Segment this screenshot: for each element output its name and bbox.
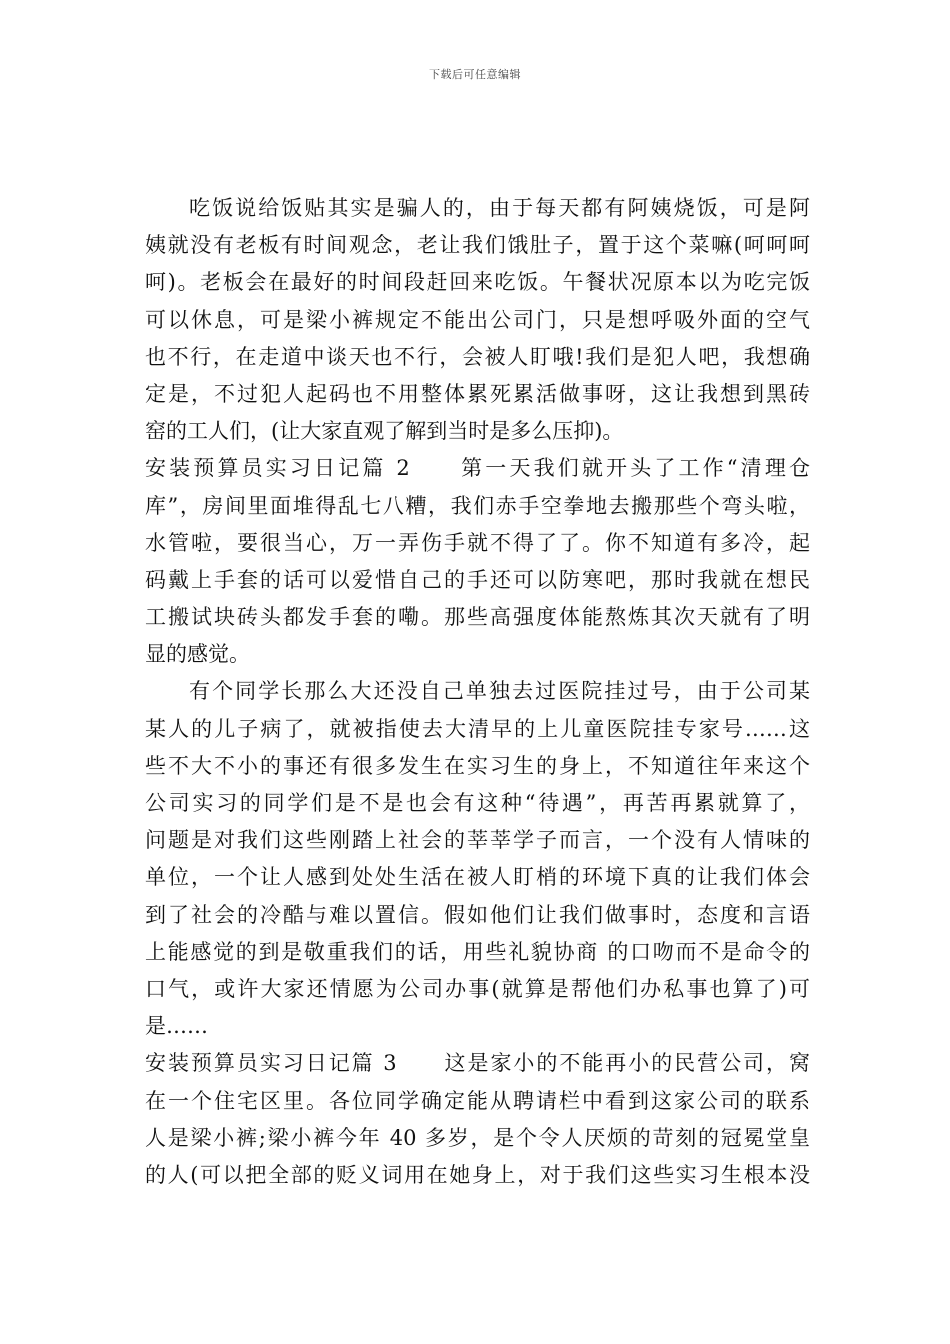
text-line-2: 姨就没有老板有时间观念，老让我们饿肚子，置于这个菜嘛(呵呵呵: [145, 233, 810, 258]
text-line-21: 上能感觉的到是敬重我们的话，用些礼貌协商 的口吻而不是命令的: [145, 939, 810, 964]
text-line-19: 单位，一个让人感到处处生活在被人盯梢的环境下真的让我们体会: [145, 865, 810, 890]
text-line-18: 问题是对我们这些刚踏上社会的莘莘学子而言，一个没有人情味的: [145, 828, 810, 853]
page-header: 下载后可任意编辑: [429, 68, 521, 81]
text-line-14: 有个同学长那么大还没自己单独去过医院挂过号，由于公司某: [189, 679, 810, 704]
text-line-10: 水管啦，要很当心，万一弄伤手就不得了了。你不知道有多冷，起: [145, 530, 810, 555]
text-line-15: 某人的儿子病了，就被指使去大清早的上儿童医院挂专家号……这: [145, 716, 810, 741]
text-line-16: 些不大不小的事还有很多发生在实习生的身上，不知道往年来这个: [145, 753, 810, 778]
text-line-4: 可以休息，可是梁小裤规定不能出公司门，只是想呼吸外面的空气: [145, 307, 810, 332]
text-line-25: 在一个住宅区里。各位同学确定能从聘请栏中看到这家公司的联系: [145, 1088, 810, 1113]
document-body: [145, 190, 810, 1194]
text-line-12: 工搬试块砖头都发手套的嘞。那些高强度体能熬炼其次天就有了明: [145, 605, 810, 630]
text-line-1: 吃饭说给饭贴其实是骗人的，由于每天都有阿姨烧饭，可是阿: [189, 196, 810, 220]
text-line-7: 窑的工人们，(让大家直观了解到当时是多么压抑)。: [145, 419, 624, 444]
text-line-3: 呵)。老板会在最好的时间段赶回来吃饭。午餐状况原本以为吃完饭: [145, 270, 810, 295]
section-heading-line-3: 安装预算员实习日记篇 3 这是家小的不能再小的民营公司，窝: [145, 1051, 810, 1076]
text-line-22: 口气，或许大家还情愿为公司办事(就算是帮他们办私事也算了)可: [145, 976, 810, 1001]
text-line-11: 码戴上手套的话可以爱惜自己的手还可以防寒吧，那时我就在想民: [145, 567, 810, 592]
text-line-27: 的人(可以把全部的贬义词用在她身上，对于我们这些实习生根本没: [145, 1162, 810, 1187]
text-line-20: 到了社会的冷酷与难以置信。假如他们让我们做事时，态度和言语: [145, 902, 810, 927]
text-line-23: 是……: [145, 1014, 208, 1039]
text-line-5: 也不行，在走道中谈天也不行，会被人盯哦!我们是犯人吧，我想确: [145, 344, 810, 369]
text-line-17: 公司实习的同学们是不是也会有这种“待遇”，再苦再累就算了，: [145, 791, 810, 815]
text-line-6: 定是，不过犯人起码也不用整体累死累活做事呀，这让我想到黑砖: [145, 381, 810, 406]
section-heading-line-2: 安装预算员实习日记篇 2 第一天我们就开头了工作“清理仓: [145, 456, 810, 481]
text-line-9: 库”，房间里面堆得乱七八糟，我们赤手空拳地去搬那些个弯头啦，: [145, 493, 810, 518]
text-line-13: 显的感觉。: [145, 642, 250, 667]
text-line-26: 人是梁小裤;梁小裤今年 40 多岁，是个令人厌烦的苛刻的冠冕堂皇: [145, 1125, 810, 1150]
